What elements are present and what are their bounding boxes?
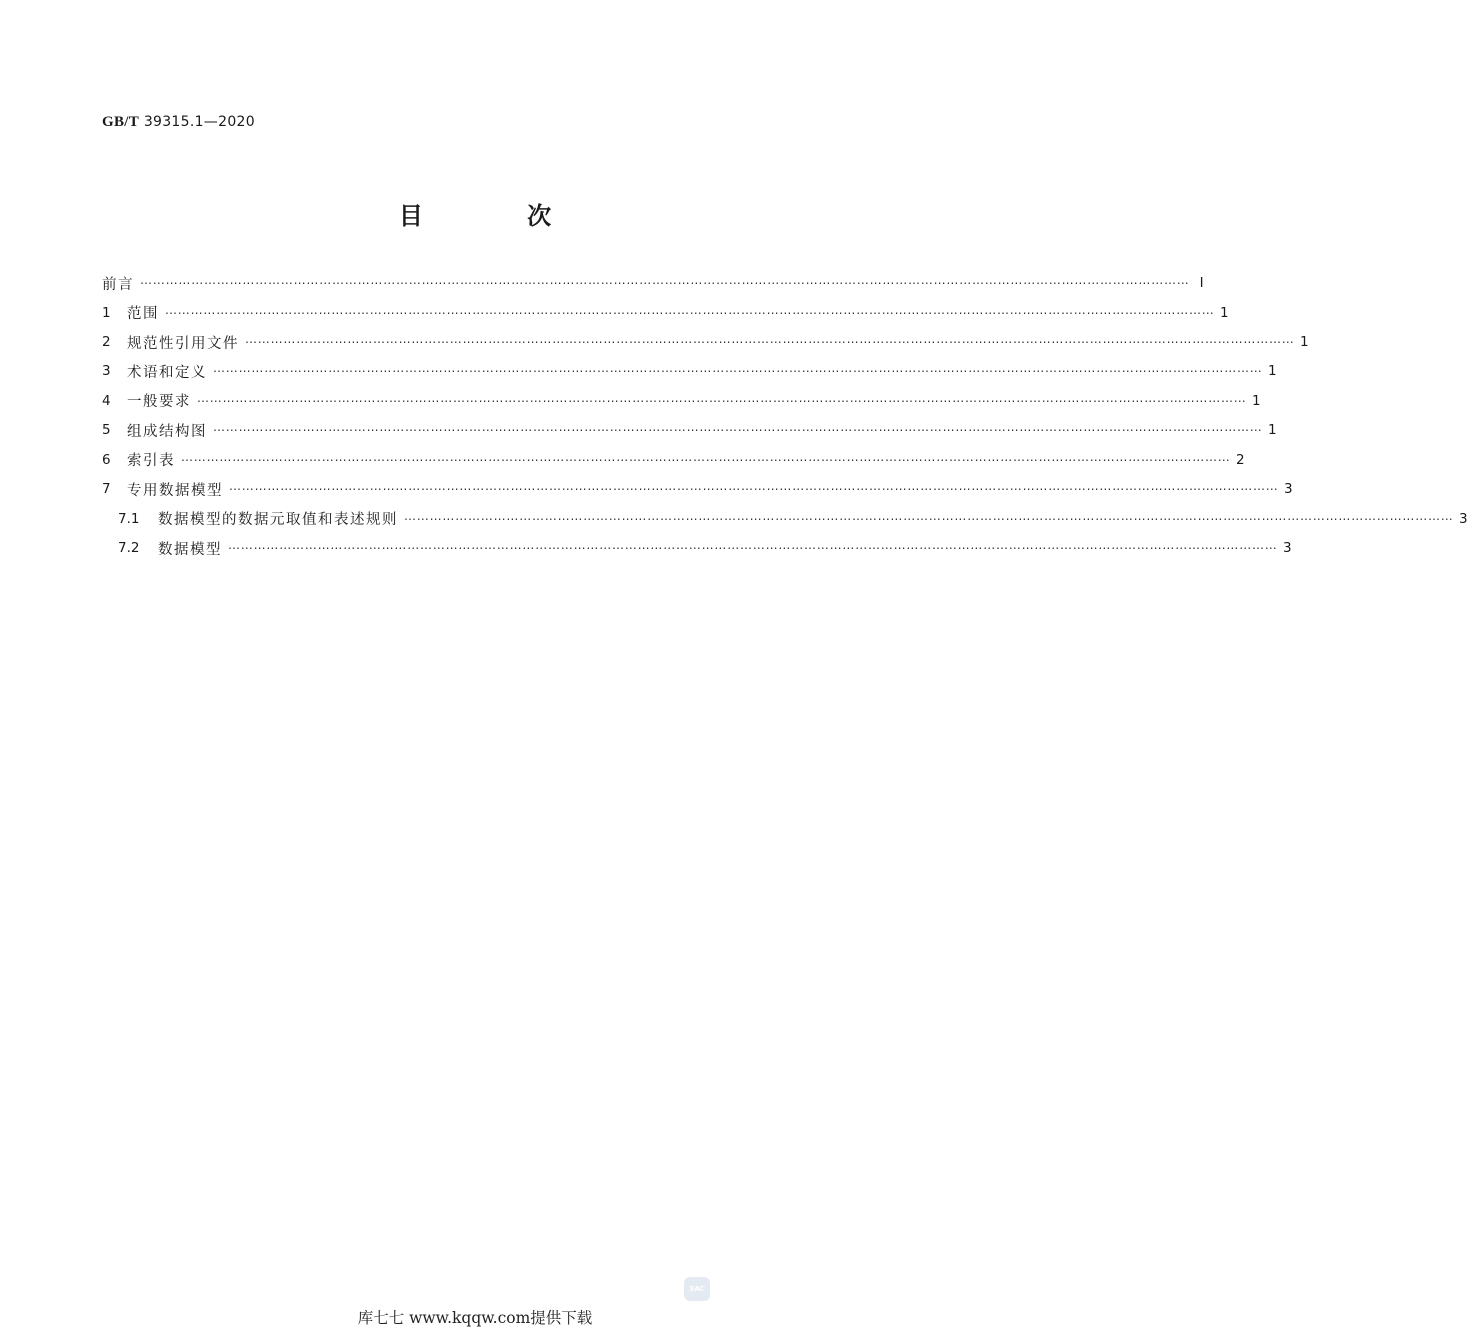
toc-entry-label: 前言	[102, 276, 134, 293]
toc-dot-leader: ⋯⋯⋯⋯⋯⋯⋯⋯⋯⋯⋯⋯⋯⋯⋯⋯⋯⋯⋯⋯⋯⋯⋯⋯⋯⋯⋯⋯⋯⋯⋯⋯⋯⋯⋯⋯⋯⋯⋯⋯⋯⋯⋯⋯⋯⋯⋯⋯⋯⋯⋯⋯⋯⋯⋯⋯⋯⋯⋯⋯⋯⋯⋯⋯⋯⋯⋯⋯⋯⋯⋯⋯⋯⋯⋯⋯⋯⋯⋯⋯⋯⋯	[228, 541, 1278, 555]
toc-entry-3[interactable]	[102, 360, 1277, 382]
toc-entry-number: 7.2	[118, 540, 140, 556]
toc-dot-leader: ⋯⋯⋯⋯⋯⋯⋯⋯⋯⋯⋯⋯⋯⋯⋯⋯⋯⋯⋯⋯⋯⋯⋯⋯⋯⋯⋯⋯⋯⋯⋯⋯⋯⋯⋯⋯⋯⋯⋯⋯⋯⋯⋯⋯⋯⋯⋯⋯⋯⋯⋯⋯⋯⋯⋯⋯⋯⋯⋯⋯⋯⋯⋯⋯⋯⋯⋯⋯⋯⋯⋯⋯⋯⋯⋯⋯⋯⋯⋯⋯⋯⋯	[197, 393, 1247, 408]
toc-entry-7-1[interactable]	[118, 508, 1468, 530]
toc-entry-page: 3	[1284, 481, 1293, 497]
toc-entry-1[interactable]	[102, 302, 1229, 324]
toc-entry-label: 术语和定义	[127, 364, 207, 381]
toc-entry-number: 1	[102, 304, 111, 321]
toc-entry-number: 2	[102, 334, 111, 350]
toc-entry-label: 数据模型	[158, 541, 222, 558]
toc-dot-leader: ⋯⋯⋯⋯⋯⋯⋯⋯⋯⋯⋯⋯⋯⋯⋯⋯⋯⋯⋯⋯⋯⋯⋯⋯⋯⋯⋯⋯⋯⋯⋯⋯⋯⋯⋯⋯⋯⋯⋯⋯⋯⋯⋯⋯⋯⋯⋯⋯⋯⋯⋯⋯⋯⋯⋯⋯⋯⋯⋯⋯⋯⋯⋯⋯⋯⋯⋯⋯⋯⋯⋯⋯⋯⋯⋯⋯⋯⋯⋯⋯⋯⋯	[140, 276, 1190, 290]
standard-number: 39315.1—2020	[143, 114, 255, 130]
toc-entry-page: 1	[1220, 304, 1229, 321]
toc-entry-5[interactable]	[102, 419, 1277, 441]
toc-entry-page: 1	[1268, 422, 1277, 438]
toc-entry-page: 1	[1300, 334, 1309, 350]
toc-entry-label: 规范性引用文件	[127, 335, 239, 352]
toc-entry-number: 6	[102, 451, 111, 468]
toc-dot-leader: ⋯⋯⋯⋯⋯⋯⋯⋯⋯⋯⋯⋯⋯⋯⋯⋯⋯⋯⋯⋯⋯⋯⋯⋯⋯⋯⋯⋯⋯⋯⋯⋯⋯⋯⋯⋯⋯⋯⋯⋯⋯⋯⋯⋯⋯⋯⋯⋯⋯⋯⋯⋯⋯⋯⋯⋯⋯⋯⋯⋯⋯⋯⋯⋯⋯⋯⋯⋯⋯⋯⋯⋯⋯⋯⋯⋯⋯⋯⋯⋯⋯⋯	[213, 364, 1263, 378]
toc-entry-number: 7	[102, 481, 111, 497]
toc-dot-leader: ⋯⋯⋯⋯⋯⋯⋯⋯⋯⋯⋯⋯⋯⋯⋯⋯⋯⋯⋯⋯⋯⋯⋯⋯⋯⋯⋯⋯⋯⋯⋯⋯⋯⋯⋯⋯⋯⋯⋯⋯⋯⋯⋯⋯⋯⋯⋯⋯⋯⋯⋯⋯⋯⋯⋯⋯⋯⋯⋯⋯⋯⋯⋯⋯⋯⋯⋯⋯⋯⋯⋯⋯⋯⋯⋯⋯⋯⋯⋯⋯⋯⋯	[245, 335, 1295, 349]
toc-entry-label: 范围	[127, 306, 159, 322]
toc-entry-number: 4	[102, 392, 111, 409]
toc-dot-leader: ⋯⋯⋯⋯⋯⋯⋯⋯⋯⋯⋯⋯⋯⋯⋯⋯⋯⋯⋯⋯⋯⋯⋯⋯⋯⋯⋯⋯⋯⋯⋯⋯⋯⋯⋯⋯⋯⋯⋯⋯⋯⋯⋯⋯⋯⋯⋯⋯⋯⋯⋯⋯⋯⋯⋯⋯⋯⋯⋯⋯⋯⋯⋯⋯⋯⋯⋯⋯⋯⋯⋯⋯⋯⋯⋯⋯⋯⋯⋯⋯⋯⋯	[181, 452, 1231, 467]
toc-entry-page: 1	[1268, 363, 1277, 379]
toc-entry-label: 一般要求	[127, 394, 191, 410]
toc-entry-label: 专用数据模型	[127, 482, 223, 499]
toc-entry-number: 3	[102, 363, 111, 379]
toc-entry-number: 7.1	[118, 510, 140, 527]
standard-prefix: GB/T	[102, 114, 140, 130]
toc-dot-leader: ⋯⋯⋯⋯⋯⋯⋯⋯⋯⋯⋯⋯⋯⋯⋯⋯⋯⋯⋯⋯⋯⋯⋯⋯⋯⋯⋯⋯⋯⋯⋯⋯⋯⋯⋯⋯⋯⋯⋯⋯⋯⋯⋯⋯⋯⋯⋯⋯⋯⋯⋯⋯⋯⋯⋯⋯⋯⋯⋯⋯⋯⋯⋯⋯⋯⋯⋯⋯⋯⋯⋯⋯⋯⋯⋯⋯⋯⋯⋯⋯⋯⋯	[213, 423, 1263, 437]
toc-entry-page: 1	[1252, 392, 1261, 409]
toc-entry-page: 2	[1236, 451, 1245, 468]
toc-entry-label: 组成结构图	[127, 423, 207, 440]
download-footer[interactable]: 库七七 www.kqqw.com提供下载	[357, 1309, 593, 1327]
toc-title: 目 次	[398, 202, 600, 230]
toc-entry-page: 3	[1283, 540, 1292, 556]
sac-logo: SAC	[684, 1277, 710, 1301]
toc-dot-leader: ⋯⋯⋯⋯⋯⋯⋯⋯⋯⋯⋯⋯⋯⋯⋯⋯⋯⋯⋯⋯⋯⋯⋯⋯⋯⋯⋯⋯⋯⋯⋯⋯⋯⋯⋯⋯⋯⋯⋯⋯⋯⋯⋯⋯⋯⋯⋯⋯⋯⋯⋯⋯⋯⋯⋯⋯⋯⋯⋯⋯⋯⋯⋯⋯⋯⋯⋯⋯⋯⋯⋯⋯⋯⋯⋯⋯⋯⋯⋯⋯⋯⋯	[229, 482, 1279, 496]
toc-dot-leader: ⋯⋯⋯⋯⋯⋯⋯⋯⋯⋯⋯⋯⋯⋯⋯⋯⋯⋯⋯⋯⋯⋯⋯⋯⋯⋯⋯⋯⋯⋯⋯⋯⋯⋯⋯⋯⋯⋯⋯⋯⋯⋯⋯⋯⋯⋯⋯⋯⋯⋯⋯⋯⋯⋯⋯⋯⋯⋯⋯⋯⋯⋯⋯⋯⋯⋯⋯⋯⋯⋯⋯⋯⋯⋯⋯⋯⋯⋯⋯⋯⋯⋯	[404, 511, 1454, 526]
toc-entry-number: 5	[102, 422, 111, 438]
toc-entry-7[interactable]	[102, 478, 1293, 500]
toc-dot-leader: ⋯⋯⋯⋯⋯⋯⋯⋯⋯⋯⋯⋯⋯⋯⋯⋯⋯⋯⋯⋯⋯⋯⋯⋯⋯⋯⋯⋯⋯⋯⋯⋯⋯⋯⋯⋯⋯⋯⋯⋯⋯⋯⋯⋯⋯⋯⋯⋯⋯⋯⋯⋯⋯⋯⋯⋯⋯⋯⋯⋯⋯⋯⋯⋯⋯⋯⋯⋯⋯⋯⋯⋯⋯⋯⋯⋯⋯⋯⋯⋯⋯⋯	[165, 305, 1215, 320]
toc-entry-page: Ⅰ	[1199, 275, 1204, 291]
toc-entry-page: 3	[1459, 510, 1468, 527]
toc-entry-6[interactable]	[102, 449, 1245, 471]
toc-entry-foreword[interactable]	[102, 272, 1204, 294]
toc-entry-4[interactable]	[102, 390, 1261, 412]
standard-code	[102, 114, 255, 131]
toc-entry-2[interactable]	[102, 331, 1309, 353]
toc-entry-label: 索引表	[127, 453, 175, 469]
toc-entry-7-2[interactable]	[118, 537, 1292, 559]
toc-entry-label: 数据模型的数据元取值和表述规则	[158, 512, 398, 528]
